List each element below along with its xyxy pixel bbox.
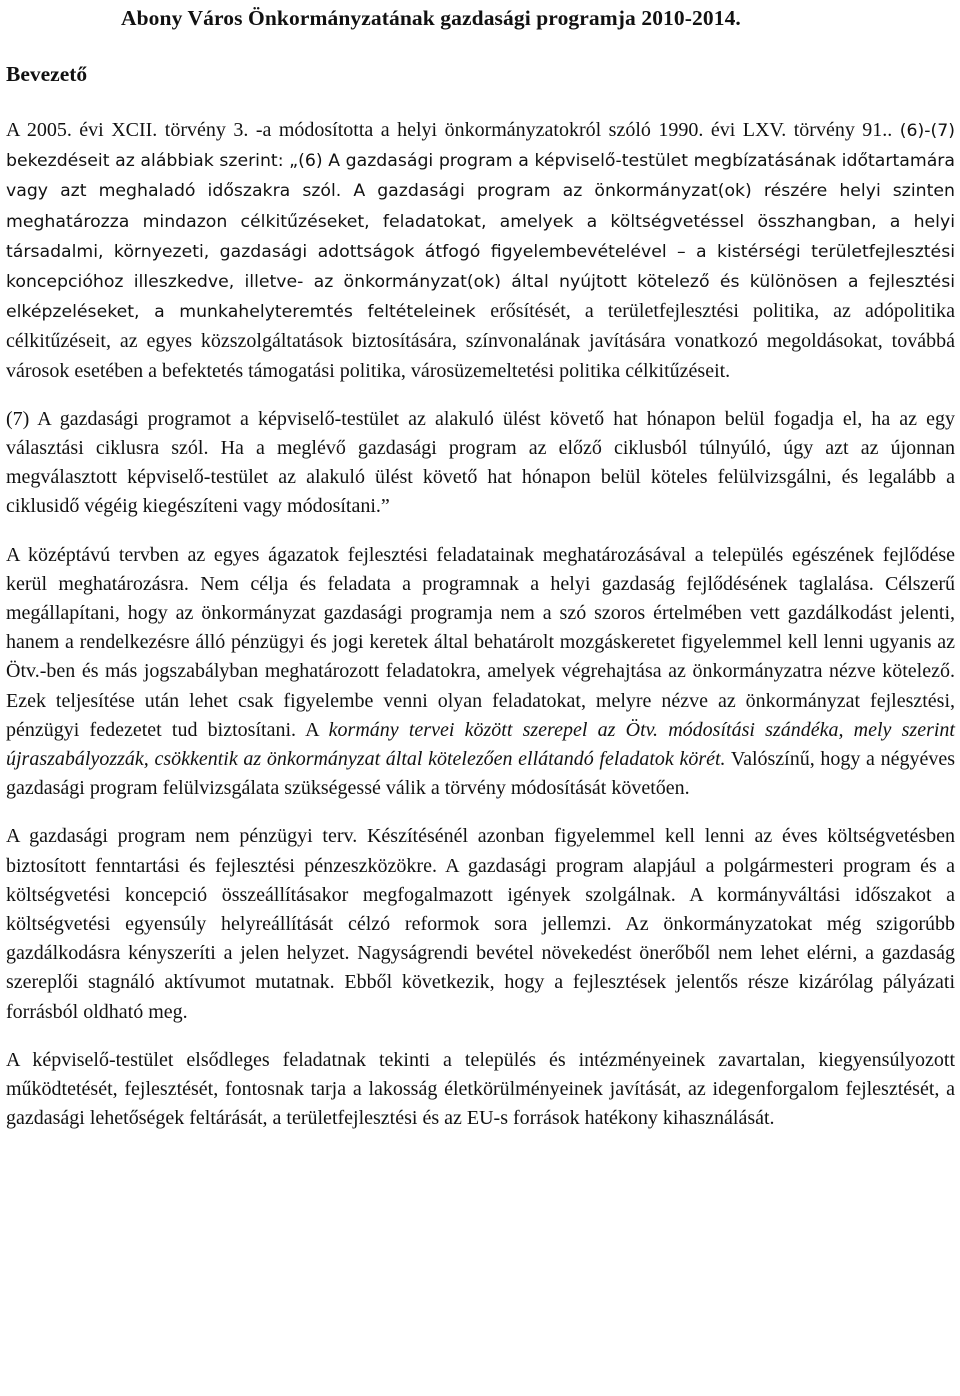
document-title: Abony Város Önkormányzatának gazdasági programja 2010-2014. (121, 6, 741, 30)
paragraph-not-financial-plan: A gazdasági program nem pénzügyi terv. Készítésénél azonban figyelemmel kell lenni az éves költségvetésben biztosított fenntartási és fejlesztési pénzeszközökre. A gazdasági program alapjául a polgármesteri program és a költségvetési koncepció összeállításakor megfogalmazott igények szolgálnak. A kormányváltási időszakot a költségvetési egyensúly helyreállítását célzó reformok sora jellemzi. Az önkormányzatokat még szigorúbb gazdálkodásra kényszeríti a jelen helyzet. Nagyságrendi bevétel növekedést önerőből nem lehet elérni, a gazdaság szereplői stagnáló aktívumot mutatnak. Ebből következik, hogy a fejlesztések jelentős része kizárólag pályázati forrásból oldható meg. (6, 825, 955, 1023)
paragraph-program-adoption: (7) A gazdasági programot a képviselő-testület az alakuló ülést követő hat hónapon belül fogadja el, ha az egy választási ciklusra szól. Ha a meglévő gazdasági program az előző ciklusból túlnyúló, úgy azt az újonnan megválasztott képviselő-testület az alakuló ülést követő hat hónapon belül köteles felülvizsgálni, és legalább a ciklusidő végéig kiegészíteni vagy módosítani.” (6, 407, 955, 518)
paragraph-legal-reference-intro: A 2005. évi XCII. törvény 3. -a módosította a helyi önkormányzatokról szóló 1990. évi LXV. törvény 91.. (6, 119, 900, 141)
section-heading: Bevezető (6, 62, 88, 86)
document-body (6, 116, 955, 1153)
paragraph-medium-term-plan-italic: kormány tervei között szerepel az Ötv. módosítási szándéka, mely szerint újraszabályozzák, csökkentik az önkormányzat által kötelezően ellátandó feladatok körét. (6, 718, 955, 771)
paragraph-legal-reference-end: erősítését, a területfejlesztési politika, az adópolitika célkitűzéseit, az egyes közszolgáltatások biztosítására, színvonalának javítására vonatkozó megoldásokat, továbbá városok esetében a befektetés támogatási politika, városüzemeltetési politika célkitűzéseit. (6, 300, 955, 382)
paragraph-legal-reference-quote: (6)-(7) bekezdéseit az alábbiak szerint: „(6) A gazdasági program a képviselő-testület megbízatásának időtartamára vagy azt meghaladó időszakra szól. A gazdasági program az önkormányzat(ok) részére helyi szinten meghatározza mindazon célkitűzéseket, feladatokat, amelyek a költségvetéssel összhangban, a helyi társadalmi, környezeti, gazdasági adottságok átfogó figyelembevételével – a kistérségi területfejlesztési koncepcióhoz illeszkedve, illetve- az önkormányzat(ok) által nyújtott kötelező és különösen a fejlesztési elképzeléseket, a munkahelyteremtés feltételeinek (6, 121, 955, 323)
paragraph-medium-term-plan (6, 541, 955, 804)
paragraph-legal-reference (6, 116, 955, 386)
paragraph-primary-task: A képviselő-testület elsődleges feladatnak tekinti a település és intézményeinek zavartalan, kiegyensúlyozott működtetését, fejlesztését, fontosnak tarja a lakosság életkörülményeinek javítását, az idegenforgalom fejlesztését, a gazdasági lehetőségek feltárását, a területfejlesztési és az EU-s források hatékony kihasználását. (6, 1048, 955, 1130)
paragraph-medium-term-plan-end: Valószínű, hogy a négyéves gazdasági program felülvizsgálata szükségessé válik a törvény módosítását követően. (6, 748, 955, 800)
paragraph-medium-term-plan-main: A középtávú tervben az egyes ágazatok fejlesztési feladatainak meghatározásával a település egészének fejlődése kerül meghatározásra. Nem célja és feladata a programnak a helyi gazdaság fejlődésének taglalása. Célszerű megállapítani, hogy az önkormányzat gazdasági programja nem a szó szoros értelmében vett gazdálkodást jelenti, hanem a rendelkezésre álló pénzügyi és jogi keretek által behatárolt mozgáskeretet figyelemmel kell lenni ugyanis az Ötv.-ben és más jogszabályban meghatározott feladatokra, amelyek végrehajtása az önkormányzatra nézve kötelező. Ezek teljesítése után lehet csak figyelembe venni olyan feladatokat, melyre nézve az önkormányzat fejlesztési, pénzügyi fedezetet tud biztosítani. A (6, 543, 955, 741)
